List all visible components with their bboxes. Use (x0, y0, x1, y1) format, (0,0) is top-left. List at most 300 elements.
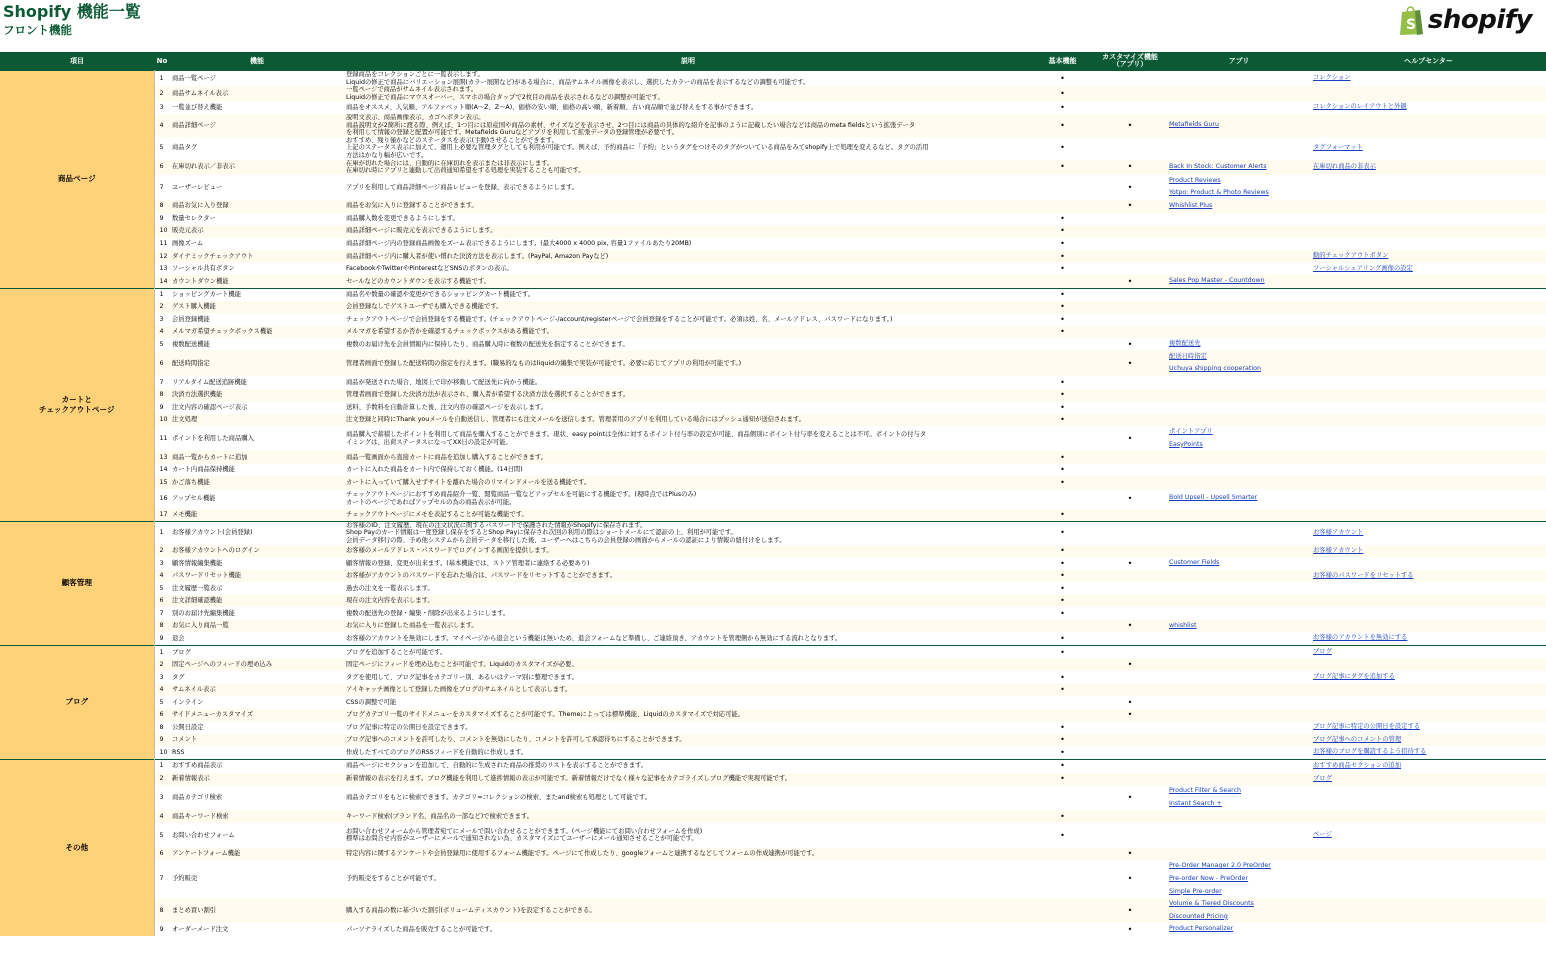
feature-description (344, 301, 1032, 314)
help-links (1311, 709, 1546, 722)
app-link[interactable]: 複数配送先 (1169, 340, 1201, 348)
description-line: 商品説明文が2箇所に渡る際、例えば、1つ目には原産国や商品の素材、サイズなどを表示させ、2つ目には商品の具体的な紹介を記事のように記載したい場合などは商品のmeta fieldsという拡張データ (346, 121, 916, 129)
row-number: 6 (154, 351, 170, 376)
basic-feature-mark: • (1060, 377, 1065, 387)
table-row (0, 860, 1546, 898)
help-links (1311, 759, 1546, 772)
feature-name: インライン (172, 698, 204, 706)
feature-description (344, 263, 1032, 276)
description-line: 商品をお気に入りに登録することができます。 (346, 202, 478, 210)
help-center-link[interactable]: ブログ (1313, 774, 1332, 782)
help-links (1311, 213, 1546, 226)
custom-feature-mark: • (1093, 848, 1167, 861)
app-links (1167, 545, 1311, 558)
table-row (0, 773, 1546, 786)
header-no: No (154, 52, 170, 71)
custom-feature-mark (1093, 71, 1167, 87)
row-number: 8 (154, 389, 170, 402)
feature-description (344, 376, 1032, 389)
table-row (0, 607, 1546, 620)
logo-wordmark: shopify (1427, 5, 1532, 35)
help-links (1311, 71, 1546, 87)
app-links (1167, 338, 1311, 351)
app-links (1167, 114, 1311, 137)
app-links (1167, 200, 1311, 213)
basic-feature-mark: • (1060, 314, 1065, 324)
app-link[interactable]: ポイントアプリ (1169, 428, 1213, 436)
custom-feature-mark (1093, 238, 1167, 251)
table-row (0, 671, 1546, 684)
description-line: 購入する商品の数に基づいた割引(ボリュームディスカウント)を設定することができる。 (346, 906, 596, 914)
custom-feature-mark (1093, 263, 1167, 276)
custom-feature-mark: • (1127, 558, 1133, 568)
row-number: 2 (154, 301, 170, 314)
app-links (1167, 773, 1311, 786)
feature-name: 注文処理 (170, 414, 344, 427)
help-links (1311, 671, 1546, 684)
app-links (1167, 175, 1311, 200)
description-line: ブログ記事に特定の公開日を設定できます。 (346, 723, 472, 731)
app-links (1167, 595, 1311, 608)
feature-description (344, 521, 1032, 544)
description-line: アプリを利用して商品詳細ページ商品レビューを登録、表示できるようにします。 (346, 183, 579, 191)
feature-description (344, 696, 1032, 709)
help-links (1311, 860, 1546, 898)
app-link[interactable]: Sales Pop Master - Countdown (1169, 277, 1265, 285)
description-line: 商品購入で蓄積したポイントを利用して商品を購入することができます。現状、easy pointは全体に対するポイント付与率の設定が可能、商品個別にポイント付与率を変えることは不可。ポイントの付与タ (346, 431, 927, 439)
row-number: 3 (159, 793, 164, 801)
feature-name: コメント (170, 734, 344, 747)
description-line: お気に入りに登録した商品を一覧表示します。 (346, 622, 478, 630)
help-links (1311, 86, 1546, 101)
help-center-link[interactable]: お客様アカウント (1313, 528, 1364, 536)
app-links (1167, 326, 1311, 339)
section-name: ブログ (65, 697, 89, 707)
app-link[interactable]: Volume & Tiered Discounts (1169, 900, 1254, 908)
app-links (1167, 137, 1311, 160)
row-number: 5 (159, 340, 164, 348)
feature-name: RSS (172, 748, 185, 756)
feature-description (344, 734, 1032, 747)
help-links (1311, 301, 1546, 314)
app-link[interactable]: Instant Search + (1169, 799, 1222, 807)
custom-feature-mark (1093, 595, 1167, 608)
row-number: 6 (154, 709, 170, 722)
header-description: 説明 (344, 52, 1032, 71)
feature-name: ダイナミックチェックアウト (170, 250, 344, 263)
custom-feature-mark: • (1127, 792, 1133, 802)
section-category (0, 759, 154, 935)
feature-description (344, 923, 1032, 936)
help-links (1311, 848, 1546, 861)
custom-feature-mark (1093, 288, 1167, 301)
description-line: 商品ページにセクションを追加して、自動的に生成された商品の推奨のリストを表示することができます。 (346, 762, 648, 770)
table-row (0, 338, 1546, 351)
description-line: 会員データ移行の際、予め他システムから会員データを移行した後、ユーザーへはこちらの会員登録の画面からメールの認証により情報の紐付けをします。 (346, 536, 786, 544)
help-links (1311, 785, 1546, 810)
feature-description (344, 175, 1032, 200)
basic-feature-mark (1032, 275, 1093, 288)
app-links (1167, 275, 1311, 288)
feature-description (344, 464, 1032, 477)
app-link[interactable]: Pre-Order Manager 2.0 PreOrder (1169, 862, 1271, 870)
basic-feature-mark: • (1032, 389, 1093, 402)
table-row (0, 86, 1546, 101)
basic-feature-mark: • (1032, 250, 1093, 263)
feature-description (344, 848, 1032, 861)
app-links (1167, 376, 1311, 389)
table-row (0, 721, 1546, 734)
feature-description (344, 338, 1032, 351)
feature-description (344, 238, 1032, 251)
app-links (1167, 696, 1311, 709)
description-line: 商品カテゴリをもとに検索できます。カテゴリ=コレクションの検索、またand検索も処理として可能です。 (346, 793, 652, 801)
app-links (1167, 557, 1311, 570)
description-line: お客様のメールアドレス・パスワードでログインする画面を提供します。 (346, 547, 553, 555)
table-row (0, 275, 1546, 288)
feature-name: メモ機能 (170, 509, 344, 522)
table-row (0, 101, 1546, 114)
help-center-link[interactable]: ブログ (1313, 648, 1332, 655)
basic-feature-mark: • (1032, 288, 1093, 301)
app-link[interactable]: 配送日時指定 (1169, 352, 1207, 360)
basic-feature-mark: • (1032, 570, 1093, 583)
basic-feature-mark: • (1060, 633, 1065, 643)
feature-description (344, 570, 1032, 583)
row-number: 3 (159, 673, 164, 681)
feature-name: 退会 (172, 634, 185, 642)
app-link[interactable]: Simple Pre-order (1169, 887, 1222, 895)
app-link[interactable]: Product Reviews (1169, 176, 1221, 184)
page-subtitle: フロント機能 (3, 23, 72, 37)
custom-feature-mark: • (1093, 709, 1167, 722)
feature-description (344, 595, 1032, 608)
table-row (0, 898, 1546, 923)
basic-feature-mark: • (1060, 608, 1065, 618)
help-center-link[interactable]: 在庫切れ商品の非表示 (1313, 162, 1376, 170)
help-center-link[interactable]: おすすめ商品セクションの追加 (1313, 761, 1402, 769)
app-link[interactable]: Product Filter & Search (1169, 787, 1242, 795)
custom-feature-mark (1093, 137, 1167, 160)
help-links (1311, 414, 1546, 427)
row-number: 2 (154, 545, 170, 558)
description-line: カートに入れた商品をカート内で保持しておく機能。(14日間) (346, 466, 523, 474)
description-line: お客様のアカウントを無効にします。マイページから退会という機能は無いため、退会フォームなど準備し、ご連絡頂き、アカウントを管理側から無効にする流れとなります。 (346, 634, 842, 642)
row-number: 1 (154, 646, 170, 659)
table-row (0, 288, 1546, 301)
description-line: 新着情報の表示を行えます。ブログ機能を利用して進捗情報の表示が可能です。新着情報だけでなく様々な記事をカテゴライズしブログ機能で実現可能です。 (346, 775, 792, 783)
custom-feature-mark (1093, 646, 1167, 659)
feature-description (344, 137, 1032, 160)
custom-feature-mark (1093, 451, 1167, 464)
description-line: 標準はお問合せ内容がユーザーにメールで通知されない為、カスタマイズにてユーザーにメール通知させることが可能です。 (346, 835, 698, 843)
description-line: 上記のステータス表示に加えて、運用上必要な管理タグとしても利用が可能です。例えば、予約商品に「予約」というタグをつけそのタグがついている商品をみてshopify上で処理を変えるなど。タグの活用 (346, 144, 929, 152)
row-number: 6 (154, 595, 170, 608)
help-center-link[interactable]: ブログ記事にタグを追加する (1313, 673, 1395, 681)
row-number: 9 (159, 925, 164, 933)
shopify-logo (1399, 0, 1532, 40)
description-line: ブログ記事へのコメントを許可したり、コメントを無効にしたり、コメントを許可して承認待ちにすることができます。 (346, 736, 686, 744)
feature-description (344, 200, 1032, 213)
table-row (0, 225, 1546, 238)
feature-description (344, 489, 1032, 509)
basic-feature-mark (1032, 175, 1093, 200)
basic-feature-mark: • (1060, 830, 1065, 840)
section-name: チェックアウトページ (38, 404, 115, 414)
app-links (1167, 721, 1311, 734)
app-link[interactable]: Yotpo: Product & Photo Reviews (1169, 189, 1269, 197)
feature-name: 商品お気に入り登録 (170, 200, 344, 213)
help-center-link[interactable]: ソーシャルシェアリング画像の設定 (1313, 264, 1413, 272)
description-line: 予約販売をすることが可能です。 (346, 875, 440, 883)
table-row (0, 401, 1546, 414)
description-line: 会員登録なしでゲストユーザでも購入できる機能です。 (346, 303, 503, 311)
basic-feature-mark: • (1032, 476, 1093, 489)
custom-feature-mark: • (1093, 620, 1167, 633)
row-number: 16 (159, 494, 168, 502)
description-line: 商品詳細ページ内に購入者が使い慣れた決済方法を表示します。(PayPal, Amazon Payなど) (346, 252, 609, 260)
help-links (1311, 313, 1546, 326)
feature-description (344, 225, 1032, 238)
help-center-link[interactable]: コレクション (1313, 74, 1351, 82)
table-row (0, 238, 1546, 251)
app-links (1167, 225, 1311, 238)
app-links (1167, 684, 1311, 697)
feature-name: ポイントを利用した商品購入 (172, 434, 254, 442)
table-row (0, 582, 1546, 595)
custom-feature-mark: • (1093, 200, 1167, 213)
help-center-link[interactable]: ページ (1313, 831, 1332, 839)
section-category (0, 646, 154, 760)
section-name: その他 (65, 842, 89, 852)
row-number: 1 (154, 521, 170, 544)
feature-name: タグ (172, 673, 185, 681)
help-links (1311, 659, 1546, 672)
row-number: 13 (154, 451, 170, 464)
feature-description (344, 509, 1032, 522)
description-line: パーソナライズした商品を販売することが可能です。 (346, 925, 497, 933)
help-links (1311, 225, 1546, 238)
feature-description (344, 275, 1032, 288)
description-line: 管理者画面で登録した決済方法が表示され、購入者が希望する決済方法を選択することができます。 (346, 391, 630, 399)
help-center-link[interactable]: ブログ記事に特定の公開日を設定する (1313, 723, 1421, 731)
basic-feature-mark (1032, 620, 1093, 633)
row-number: 14 (159, 466, 168, 474)
app-link[interactable]: Back In Stock: Customer Alerts (1169, 162, 1267, 170)
feature-name: カウントダウン機能 (170, 275, 344, 288)
basic-feature-mark: • (1060, 264, 1065, 274)
description-line: お問い合わせフォームから管理者宛てにメールで問い合わせることができます。(ページ機能にてお問い合わせフォームを作成) (346, 827, 703, 835)
basic-feature-mark: • (1032, 509, 1093, 522)
row-number: 4 (154, 684, 170, 697)
header-category: 項目 (0, 52, 154, 71)
custom-feature-mark (1093, 225, 1167, 238)
help-links (1311, 521, 1546, 544)
feature-description (344, 160, 1032, 175)
feature-description (344, 607, 1032, 620)
feature-description (344, 773, 1032, 786)
feature-name: 別のお届け先編集機能 (172, 609, 235, 617)
header-basic: 基本機能 (1032, 52, 1093, 71)
help-links (1311, 923, 1546, 936)
row-number: 14 (154, 275, 170, 288)
feature-name: パスワードリセット機能 (170, 570, 344, 583)
help-center-link[interactable]: ブログ記事へのコメントの管理 (1313, 735, 1402, 743)
row-number: 4 (154, 810, 170, 823)
help-links (1311, 646, 1546, 659)
description-line: 商品購入数を変更できるようにします。 (346, 214, 459, 222)
help-links (1311, 476, 1546, 489)
app-links (1167, 71, 1311, 87)
description-line: Liquidの修正で商品にバリエーション展開(カラー展開など)がある場合に、商品サムネイル画像を表示し、選択したカラーの商品を表示するなどの調整も可能です。 (346, 78, 810, 86)
basic-feature-mark (1032, 709, 1093, 722)
description-line: チェックアウトページにおすすめ商品紹介一覧、閲覧商品一覧などアップセルを可能にする機能です。(現時点ではPlusのみ) (346, 491, 697, 499)
basic-feature-mark: • (1060, 558, 1065, 568)
feature-description (344, 620, 1032, 633)
custom-feature-mark: • (1127, 182, 1133, 192)
description-line: 商品一覧画面から直接カートに商品を追加し購入することができます。 (346, 453, 547, 461)
custom-feature-mark (1093, 464, 1167, 477)
app-links (1167, 263, 1311, 276)
feature-name: オーダーメード注文 (172, 925, 229, 933)
help-center-link[interactable]: 動的チェックアウトボタン (1313, 252, 1389, 259)
app-links (1167, 646, 1311, 659)
help-center-link[interactable]: コレクションのレイアウトと外観 (1313, 103, 1407, 111)
row-number: 6 (154, 848, 170, 861)
app-links (1167, 671, 1311, 684)
app-links (1167, 351, 1311, 376)
row-number: 9 (154, 734, 170, 747)
app-link[interactable]: Uchuya shipping cooperation (1169, 365, 1261, 373)
help-center-link[interactable]: タグフォーマット (1313, 143, 1363, 151)
description-line: イミングは、出荷ステータスになってXX日の設定が可能。 (346, 438, 512, 446)
app-link[interactable]: Customer Fields (1169, 559, 1220, 567)
row-number: 3 (159, 103, 164, 111)
custom-feature-mark (1093, 632, 1167, 645)
description-line: 複数の配送先の登録・編集・削除が出来るようにします。 (346, 609, 510, 617)
basic-feature-mark: • (1060, 722, 1065, 732)
row-number: 7 (159, 875, 164, 883)
custom-feature-mark: • (1127, 493, 1133, 503)
feature-description (344, 860, 1032, 898)
table-row (0, 848, 1546, 861)
custom-feature-mark (1093, 376, 1167, 389)
feature-description (344, 326, 1032, 339)
feature-description (344, 671, 1032, 684)
app-link[interactable]: Bold Upsell - Upsell Smarter (1169, 494, 1258, 502)
table-row (0, 785, 1546, 810)
feature-description (344, 351, 1032, 376)
app-links (1167, 570, 1311, 583)
app-link[interactable]: Product Personalizer (1169, 925, 1234, 933)
feature-description (344, 313, 1032, 326)
app-links (1167, 426, 1311, 451)
app-link[interactable]: whishlist (1169, 621, 1197, 629)
app-link[interactable]: Pre-order Now - PreOrder (1169, 874, 1249, 882)
help-center-link[interactable]: お客様のブログを購読するよう招待する (1313, 748, 1427, 756)
app-link[interactable]: EasyPoints (1169, 440, 1203, 448)
header-custom (1093, 52, 1167, 71)
feature-name: 在庫切れ表示／非表示 (170, 160, 344, 175)
help-links (1311, 326, 1546, 339)
basic-feature-mark (1032, 338, 1093, 351)
feature-description (344, 545, 1032, 558)
help-links (1311, 160, 1546, 175)
feature-description (344, 250, 1032, 263)
custom-feature-mark (1093, 250, 1167, 263)
basic-feature-mark: • (1032, 414, 1093, 427)
app-link[interactable]: Metafields Guru (1169, 121, 1219, 129)
help-links (1311, 684, 1546, 697)
header-custom-line: カスタマイズ機能 (1102, 53, 1158, 61)
app-links (1167, 213, 1311, 226)
feature-description (344, 557, 1032, 570)
page-title: Shopify 機能一覧 (3, 2, 141, 21)
basic-feature-mark: • (1032, 114, 1093, 137)
help-links (1311, 810, 1546, 823)
basic-feature-mark: • (1060, 583, 1065, 593)
basic-feature-mark: • (1032, 160, 1093, 175)
row-number: 4 (154, 114, 170, 137)
table-row (0, 351, 1546, 376)
app-link[interactable]: Whishlist Plus (1169, 201, 1213, 209)
row-number: 11 (159, 239, 168, 247)
custom-feature-mark (1093, 773, 1167, 786)
feature-name: 一覧並び替え機能 (172, 103, 223, 111)
basic-feature-mark (1032, 898, 1093, 923)
basic-feature-mark: • (1032, 759, 1093, 772)
description-line: タグを使用して、ブログ記事をカテゴリー別、あるいはテーマ別に整理できます。 (346, 673, 579, 681)
description-line: 商品詳細ページに販売元を表示できるようにします。 (346, 227, 497, 235)
row-number: 7 (159, 609, 164, 617)
row-number: 8 (159, 723, 164, 731)
help-center-link[interactable]: お客様のパスワードをリセットする (1313, 571, 1414, 579)
custom-feature-mark: • (1127, 433, 1133, 443)
feature-name: 公開日設定 (172, 723, 204, 731)
header-app: アプリ (1167, 52, 1311, 71)
help-center-link[interactable]: お客様のアカウントを無効にする (1313, 634, 1408, 642)
feature-name: 商品タグ (172, 144, 198, 152)
feature-name: サイドメニューカスタマイズ (170, 709, 344, 722)
row-number: 15 (154, 476, 170, 489)
basic-feature-mark: • (1032, 71, 1093, 87)
custom-feature-mark: • (1093, 898, 1167, 923)
feature-name: ショッピングカート機能 (170, 288, 344, 301)
basic-feature-mark: • (1060, 102, 1065, 112)
custom-feature-mark (1093, 476, 1167, 489)
feature-description (344, 632, 1032, 645)
help-links (1311, 582, 1546, 595)
description-line: 登録商品をコレクションごとに一覧表示します。 (346, 71, 484, 78)
custom-feature-mark (1093, 521, 1167, 544)
app-links (1167, 101, 1311, 114)
basic-feature-mark: • (1032, 521, 1093, 544)
basic-feature-mark (1032, 200, 1093, 213)
row-number: 9 (159, 403, 164, 411)
app-link[interactable]: Discounted Pricing (1169, 912, 1228, 920)
feature-name: お問い合わせフォーム (172, 831, 235, 839)
table-row (0, 160, 1546, 175)
basic-feature-mark (1032, 923, 1093, 936)
app-links (1167, 489, 1311, 509)
custom-feature-mark: • (1093, 275, 1167, 288)
description-line: 複数のお届け先を会員情報内に保持したり、商品購入時に複数の配送先を指定することができます。 (346, 340, 629, 348)
help-center-link[interactable]: お客様アカウント (1313, 546, 1364, 554)
section-name: カートと (61, 394, 92, 404)
row-number: 17 (154, 509, 170, 522)
description-line: 注文登録と同時にThank youメールを自動送信し、管理者にも注文メールを送信します。管理者用のアプリを利用している場合にはプッシュ通知が送信されます。 (346, 416, 806, 424)
row-number: 11 (159, 434, 168, 442)
